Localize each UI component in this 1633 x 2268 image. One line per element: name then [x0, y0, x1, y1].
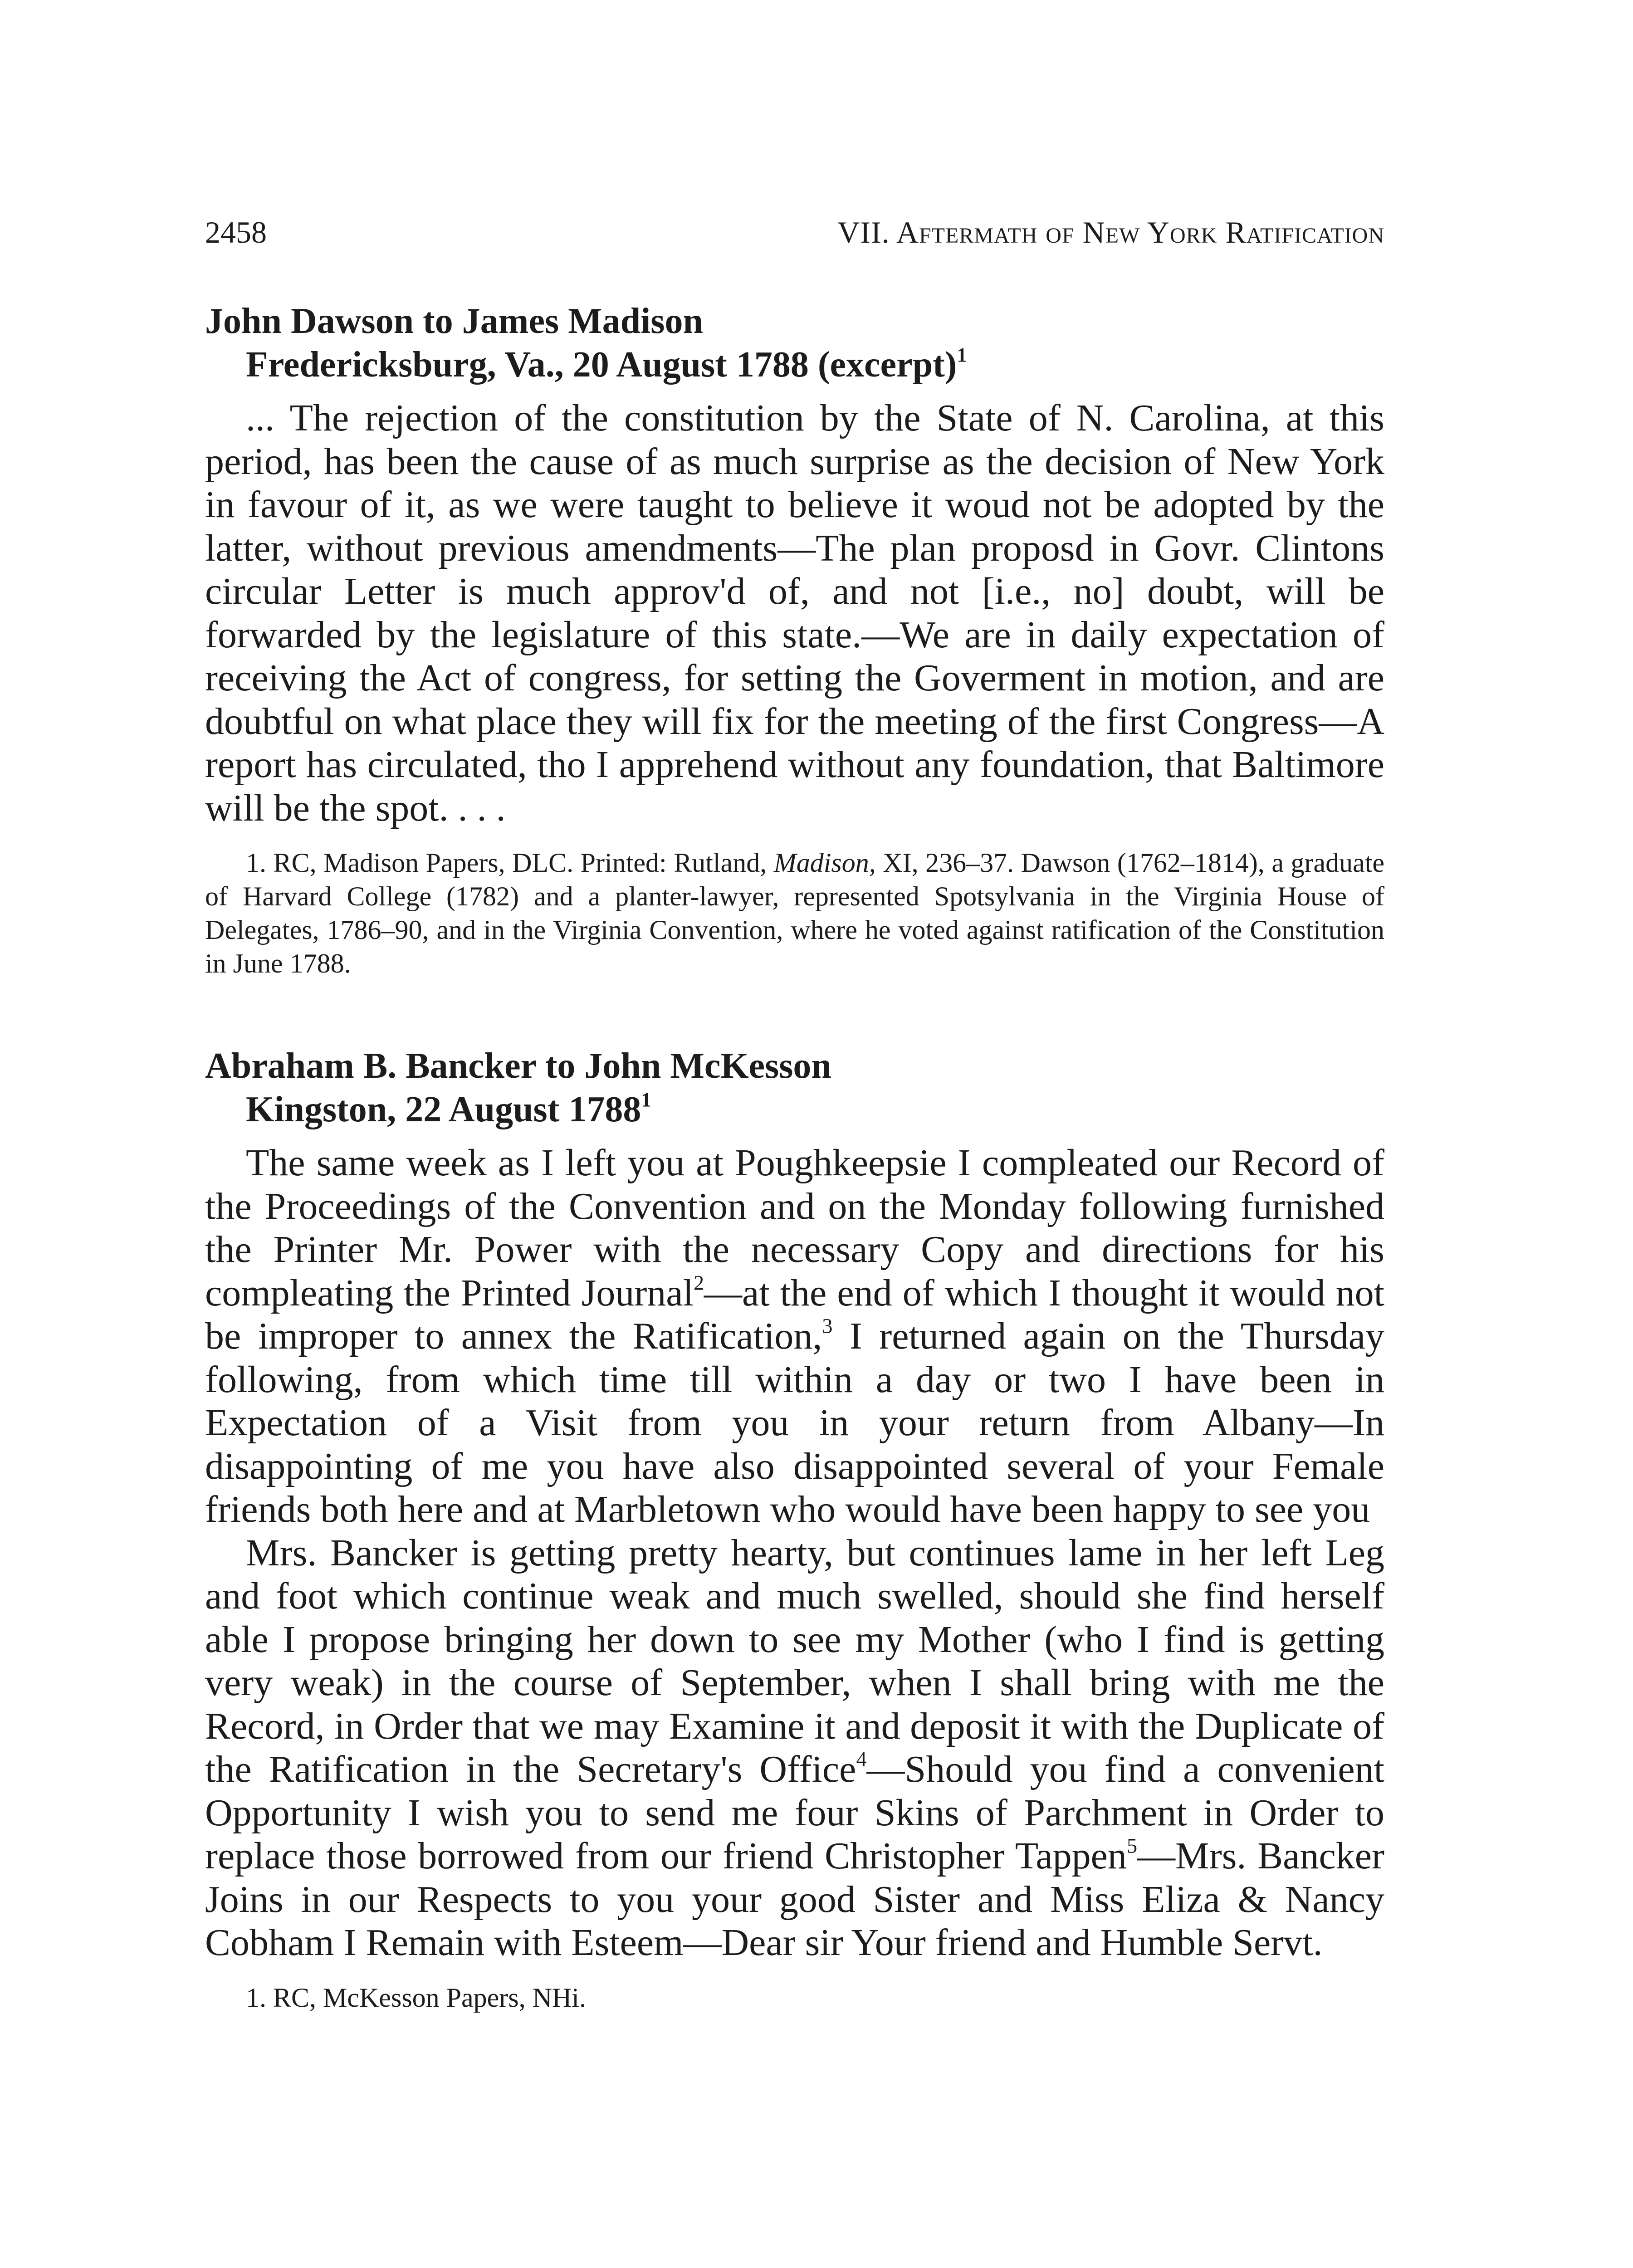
entry-title: John Dawson to James Madison [205, 301, 703, 341]
paragraph-text: I returned again on the Thursday following, from which time till within a day or two I have been in Expectation of a Visit from you in your return from Albany—In disappointing of me you have also disappointed several of your Female friends both here and at Marbletown who would have been happy to see you [205, 1315, 1384, 1530]
footnote [205, 1981, 1384, 2014]
footnote-italic-title: Madison, [773, 848, 876, 878]
note-ref: 1 [641, 1089, 651, 1111]
paragraph-text: Mrs. Bancker is getting pretty hearty, but continues lame in her left Leg and foot which continue weak and much swelled, should she find herself able I propose bringing her down to see my Mother (who I find is getting very weak) in the course of September, when I shall bring with me the Record, in Order that we may Examine it and deposit it with the Duplicate of the Ratification in the Secretary's Office [205, 1531, 1384, 1790]
footnote-text-cont: XI, 236–37. Dawson (1762–1814), a graduate of Harvard College (1782) and a planter-lawyer, represented Spotsylvania in the Virginia House of Delegates, 1786–90, and in the Virginia Convention, where he voted against ratification of the Constitution in June 1788. [205, 848, 1385, 978]
note-ref: 3 [822, 1314, 833, 1338]
dateline-text: Fredericksburg, Va., 20 August 1788 (excerpt) [246, 345, 957, 385]
footnote [205, 846, 1384, 980]
letter-paragraph [205, 1531, 1384, 1965]
paragraph-text: The same week as I left you at Poughkeepsie I compleated our Record of the Proceedings of the Convention and on the Monday following furnished the Printer Mr. Power with the necessary Copy and directions for his compleating the Printed Journal [205, 1142, 1384, 1314]
paragraph-text: —at the end of which I thought it would not be improper to annex the Ratification, [205, 1271, 1384, 1357]
paragraph-text: —Mrs. Bancker Joins in our Respects to you your good Sister and Miss Eliza & Nancy Cobham I Remain with Esteem—Dear sir Your friend and Humble Servt. [205, 1835, 1384, 1964]
running-head: VII. Aftermath of New York Ratification [837, 215, 1384, 249]
note-ref: 1 [957, 344, 967, 366]
footnote-text: RC, McKesson Papers, NHi. [273, 1982, 586, 2013]
entry-dateline [205, 343, 1384, 386]
entry-dawson-madison [205, 299, 1384, 980]
entry-title: Abraham B. Bancker to John McKesson [205, 1046, 831, 1086]
footnote-number: 1. [246, 1982, 266, 2013]
paragraph-text: —Should you find a convenient Opportunity I wish you to send me four Skins of Parchment in Order to replace those borrowed from our friend Christopher Tappen [205, 1748, 1384, 1877]
footnotes [205, 1981, 1384, 2014]
letter-paragraph [205, 1141, 1384, 1531]
footnotes [205, 846, 1384, 980]
page-number: 2458 [205, 215, 267, 249]
footnote-number: 1. [246, 848, 266, 878]
entry-dateline [205, 1088, 1384, 1131]
note-ref: 4 [856, 1747, 867, 1771]
note-ref: 2 [693, 1271, 704, 1294]
dateline-text: Kingston, 22 August 1788 [246, 1090, 641, 1129]
letter-paragraph: ... The rejection of the constitution by the State of N. Carolina, at this period, has been the cause of as much surprise as the decision of New York in favour of it, as we were taught to believe it woud not be adopted by the latter, without previous amendments—The plan proposd in Govr. Clintons circular Letter is much approv'd of, and not [i.e., no] doubt, will be forwarded by the legislature of this state.—We are in daily expectation of receiving the Act of congress, for setting the Goverment in motion, and are doubtful on what place they will fix for the meeting of the first Congress—A report has circulated, tho I apprehend without any foundation, that Baltimore will be the spot. . . . [205, 397, 1384, 829]
entry-bancker-mckesson [205, 1044, 1384, 2014]
note-ref: 5 [1126, 1834, 1138, 1857]
footnote-text: RC, Madison Papers, DLC. Printed: Rutland, [273, 848, 767, 878]
